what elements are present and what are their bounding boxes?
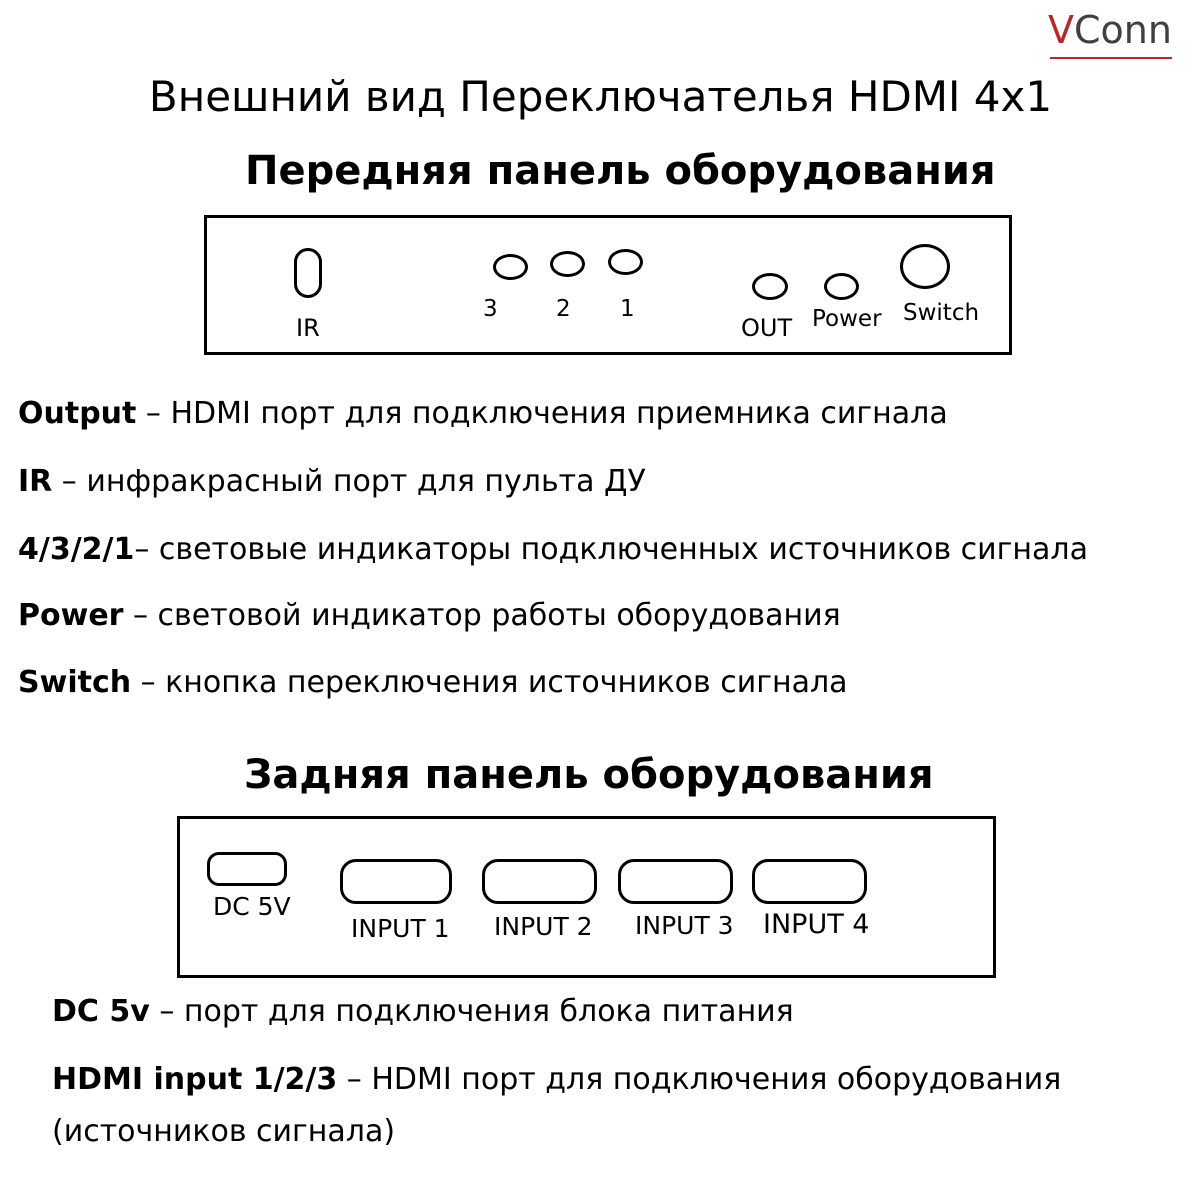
desc-leds: 4/3/2/1– световые индикаторы подключенных источников сигнала [18, 532, 1088, 567]
desc-hdmi-input-continuation: (источников сигнала) [52, 1114, 396, 1149]
led-2-label: 2 [556, 296, 571, 322]
input-4-label: INPUT 4 [763, 909, 870, 940]
power-label: Power [812, 306, 882, 332]
dc-label: DC 5V [213, 892, 291, 921]
desc-ir: IR – инфракрасный порт для пульта ДУ [18, 464, 646, 499]
switch-label: Switch [903, 300, 980, 326]
switch-button [900, 244, 950, 289]
desc-output: Output – HDMI порт для подключения приемника сигнала [18, 396, 948, 431]
led-2 [550, 251, 585, 277]
logo-letter-v: V [1048, 8, 1074, 52]
dc-port [207, 852, 287, 886]
vconn-logo [1048, 8, 1173, 60]
logo-text: Conn [1074, 8, 1172, 52]
led-3 [493, 254, 528, 280]
ir-label: IR [296, 314, 320, 342]
desc-switch: Switch – кнопка переключения источников сигнала [18, 665, 848, 700]
led-1-label: 1 [620, 296, 635, 322]
input-1-port [340, 859, 452, 904]
desc-power: Power – световой индикатор работы оборудования [18, 598, 841, 633]
desc-dc: DC 5v – порт для подключения блока питания [52, 994, 794, 1029]
desc-hdmi-input: HDMI input 1/2/3 – HDMI порт для подключения оборудования [52, 1062, 1062, 1097]
logo-underline [1050, 57, 1172, 59]
input-3-port [618, 859, 733, 904]
power-led [824, 273, 859, 300]
input-2-label: INPUT 2 [494, 912, 593, 941]
rear-panel-heading: Задняя панель оборудования [244, 752, 934, 798]
front-panel-heading: Передняя панель оборудования [245, 148, 996, 194]
input-2-port [482, 859, 597, 904]
input-1-label: INPUT 1 [351, 914, 450, 943]
out-label: OUT [741, 314, 793, 342]
out-led [752, 273, 788, 300]
ir-port [294, 248, 322, 298]
front-panel-diagram [204, 215, 1012, 355]
led-3-label: 3 [483, 296, 498, 322]
led-1 [608, 249, 643, 275]
input-4-port [752, 859, 867, 904]
page-title: Внешний вид Переключателья HDMI 4x1 [148, 72, 1053, 121]
input-3-label: INPUT 3 [635, 911, 734, 940]
